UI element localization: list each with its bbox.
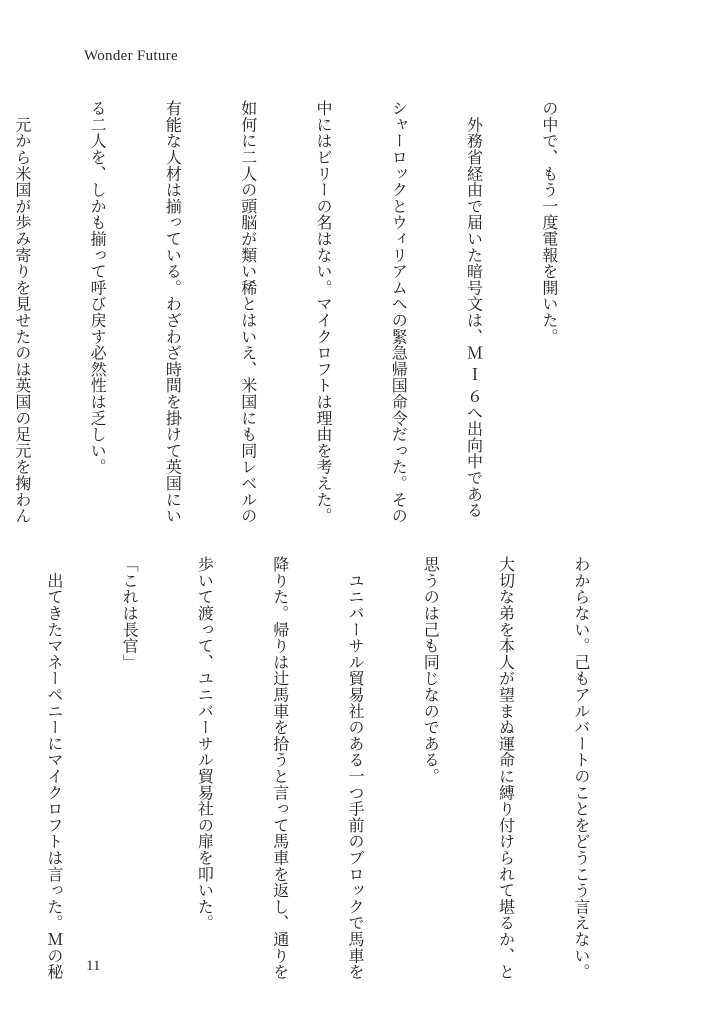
text-line: 思うのは己も同じなのである。 xyxy=(421,556,441,785)
text-line: 有能な人材は揃っている。わざわざ時間を掛けて英国にい xyxy=(163,100,183,524)
upper-text-block xyxy=(12,100,612,524)
text-line: わからない。己もアルバートのことをどうこう言えない。 xyxy=(571,556,591,980)
running-header: Wonder Future xyxy=(84,48,178,64)
text-line: の中で、もう一度電報を開いた。 xyxy=(539,100,559,345)
text-line: 「これは長官」 xyxy=(120,556,140,671)
text-line: ユニバーサル貿易社のある一つ手前のブロックで馬車を xyxy=(345,556,365,980)
text-line: 出てきたマネーペニーにマイクロフトは言った。Ｍの秘 xyxy=(44,556,64,980)
text-line: 中にはビリーの名はない。マイクロフトは理由を考えた。 xyxy=(313,100,333,524)
text-line: 歩いて渡って、ユニバーサル貿易社の扉を叩いた。 xyxy=(195,556,215,931)
text-line: 如何に二人の頭脳が類い稀とはいえ、米国にも同レベルの xyxy=(238,100,258,524)
page-number: 11 xyxy=(86,958,101,974)
text-line: 元から米国が歩み寄りを見せたのは英国の足元を掬わん xyxy=(12,100,32,524)
text-line: シャーロックとウィリアムへの緊急帰国命令だった。その xyxy=(389,100,409,524)
text-line: る二人を、しかも揃って呼び戻す必然性は乏しい。 xyxy=(88,100,108,475)
text-line: 大切な弟を本人が望まぬ運命に縛り付けられて堪るか、と xyxy=(496,556,516,980)
text-line: 降りた。帰りは辻馬車を拾うと言って馬車を返し、通りを xyxy=(270,556,290,980)
text-line: 外務省経由で届いた暗号文は、Ｍ Ｉ ６へ出向中である xyxy=(464,100,484,519)
